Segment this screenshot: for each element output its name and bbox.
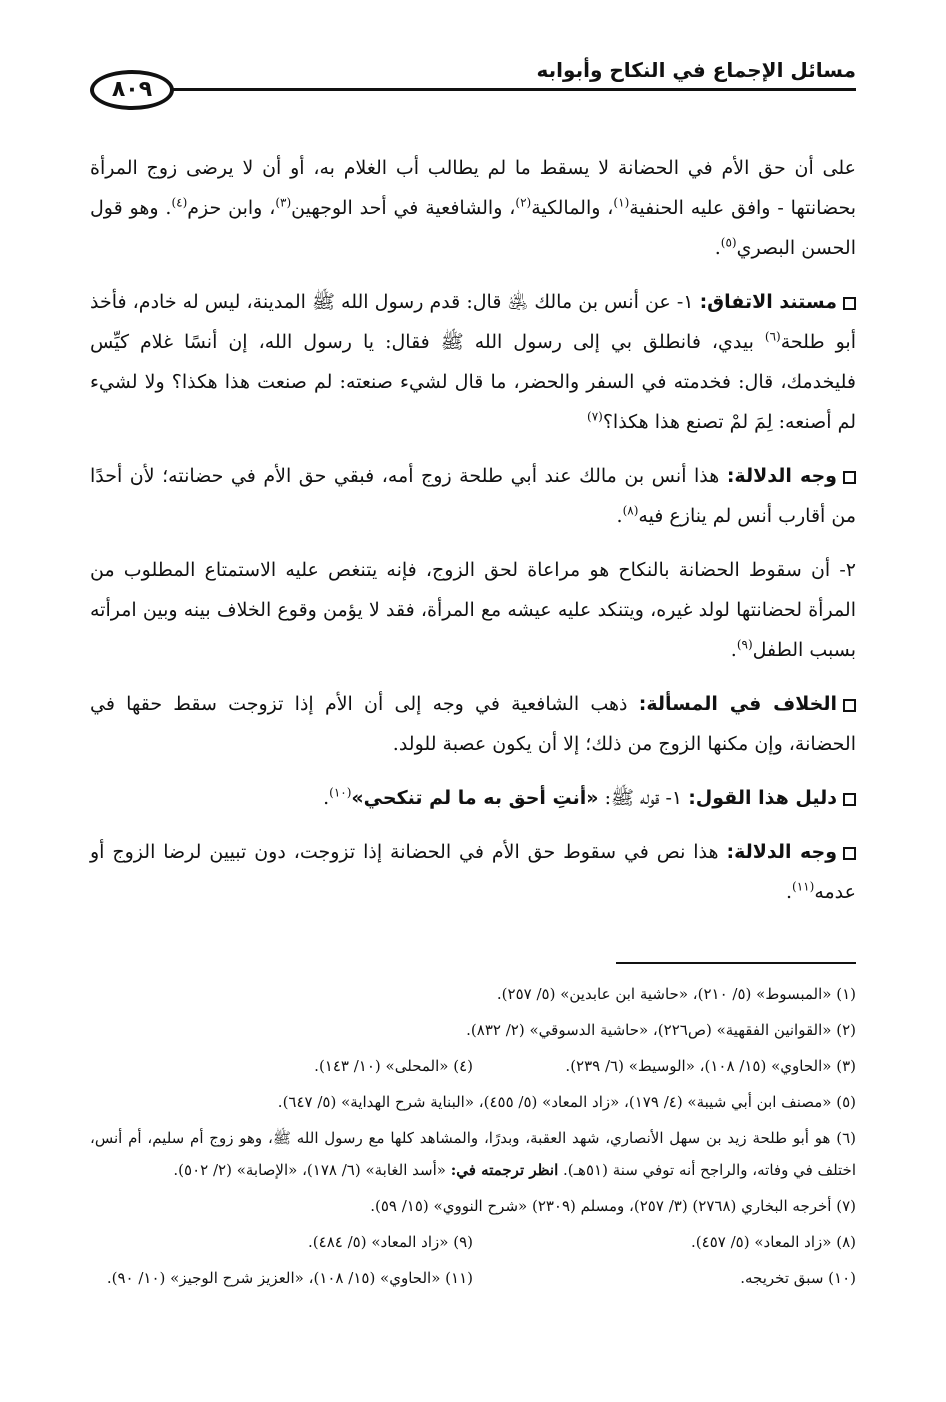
- footnote-ref[interactable]: (١٠): [329, 785, 352, 800]
- footnote-4: (٤) «المحلى» (١٠/ ١٤٣).: [314, 1057, 473, 1075]
- main-text: [90, 148, 856, 926]
- paragraph-5: الخلاف في المسألة: ذهب الشافعية في وجه إلى أن الأم إذا تزوجت سقط حقها في الحضانة، وإن مكنها الزوج من ذلك؛ إلا أن يكون عصبة للولد.: [90, 693, 856, 755]
- footnote-ref[interactable]: (٣): [275, 195, 292, 210]
- paragraph-7: وجه الدلالة: هذا نص في سقوط حق الأم في الحضانة إذا تزوجت، دون تبيين لرضا الزوج أو عدمه$^{(١١)}$.: [90, 841, 856, 903]
- footnote-ref[interactable]: (١١): [792, 879, 815, 894]
- footnote-9: (٩) «زاد المعاد» (٥/ ٤٨٤).: [308, 1233, 473, 1251]
- footnote-11: (١١) «الحاوي» (١٥/ ١٠٨)، «العزيز شرح الوجيز» (١٠/ ٩٠).: [106, 1269, 473, 1287]
- footnote-8: (٨) «زاد المعاد» (٥/ ٤٥٧).: [691, 1233, 856, 1251]
- footnote-ref[interactable]: (٨): [622, 503, 639, 518]
- square-bullet-icon: [843, 793, 856, 806]
- section-lead: وجه الدلالة:: [726, 841, 838, 863]
- footnote-5: (٥) «مصنف ابن أبي شيبة» (٤/ ١٧٩)، «زاد المعاد» (٥/ ٤٥٥)، «البناية شرح الهداية» (٥/ ٦٤٧).: [277, 1093, 856, 1111]
- square-bullet-icon: [843, 847, 856, 860]
- square-bullet-icon: [843, 699, 856, 712]
- footnote-3: (٣) «الحاوي» (١٥/ ١٠٨)، «الوسيط» (٦/ ٢٣٩).: [565, 1057, 856, 1075]
- square-bullet-icon: [843, 297, 856, 310]
- paragraph-3: وجه الدلالة: هذا أنس بن مالك عند أبي طلحة زوج أمه، فبقي حق الأم في حضانته؛ لأن أحدًا من أقارب أنس لم ينازع فيه$^{(٨)}$.: [90, 465, 856, 527]
- square-bullet-icon: [843, 471, 856, 484]
- footnote-row-10-11: [90, 1262, 856, 1294]
- header-rule: [170, 88, 856, 91]
- footnote-7: (٧) أخرجه البخاري (٢٧٦٨) (٣/ ٢٥٧)، ومسلم (٢٣٠٩) «شرح النووي» (١٥/ ٥٩).: [370, 1197, 856, 1215]
- hadith-quote: «أنتِ أحق به ما لم تنكحي»: [351, 787, 599, 809]
- footnote-ref[interactable]: (٥): [720, 235, 737, 250]
- footnote-ref[interactable]: (٦): [764, 329, 781, 344]
- footnote-ref[interactable]: (٩): [736, 637, 753, 652]
- section-lead: وجه الدلالة:: [726, 465, 837, 487]
- page-header: [90, 58, 856, 118]
- paragraph-4: ٢- أن سقوط الحضانة بالنكاح هو مراعاة لحق الزوج، فإنه يتنغص عليه الاستمتاع المطلوب من المرأة لحضانتها لولد غيره، ويتنكد عليه عيشه مع المرأة، فقد لا يؤمن وقوع الخلاف بينه وبين امرأته بسبب الطفل$^{(٩)}$.: [90, 559, 856, 661]
- footnote-row-8-9: [90, 1226, 856, 1258]
- section-lead: الخلاف في المسألة:: [638, 693, 838, 715]
- footnotes: [90, 978, 856, 1298]
- footnote-ref[interactable]: (٤): [171, 195, 188, 210]
- footnote-1: (١) «المبسوط» (٥/ ٢١٠)، «حاشية ابن عابدين» (٥/ ٢٥٧).: [496, 985, 856, 1003]
- running-title: مسائل الإجماع في النكاح وأبوابه: [536, 58, 856, 82]
- section-lead: مستند الاتفاق:: [699, 291, 837, 313]
- section-lead: دليل هذا القول:: [688, 787, 837, 809]
- footnote-divider: [616, 962, 856, 964]
- footnote-ref[interactable]: (٧): [587, 409, 603, 424]
- footnote-6: (٦) هو أبو طلحة زيد بن سهل الأنصاري، شهد العقبة، وبدرًا، والمشاهد كلها مع رسول الله ﷺ، وهو زوج أم سليم، أم أنس، اختلف في وفاته، والراجح أنه توفي سنة (٥١هـ). انظر ترجمته في: «أسد الغابة» (٦/ ١٧٨)، «الإصابة» (٢/ ٥٠٢).: [90, 1129, 856, 1179]
- footnote-10: (١٠) سبق تخريجه.: [740, 1269, 856, 1287]
- footnote-2: (٢) «القوانين الفقهية» (ص٢٢٦)، «حاشية الدسوقي» (٢/ ٨٣٢).: [466, 1021, 856, 1039]
- footnote-ref[interactable]: (١): [613, 195, 630, 210]
- paragraph-2: مستند الاتفاق: ١- عن أنس بن مالك ﵁ قال: قدم رسول الله ﷺ المدينة، ليس له خادم، فأخذ أبو طلحة$^{(٦)}$ بيدي، فانطلق بي إلى رسول الله ﷺ فقال: يا رسول الله، إن أنسًا غلام كيِّس فليخدمك، قال: فخدمته في السفر والحضر، ما قال لشيء صنعته: لم صنعت هذا هكذا؟ ولا لشيء لم أصنعه: لِمَ لمْ تصنع هذا هكذا؟$^{(٧)}$: [90, 291, 856, 433]
- footnote-row-3-4: [90, 1050, 856, 1082]
- footnote-ref[interactable]: (٢): [515, 195, 532, 210]
- page-number: ٨٠٩: [111, 77, 153, 102]
- paragraph-6: دليل هذا القول: ١- قوله ﷺ: «أنتِ أحق به ما لم تنكحي»$^{(١٠)}$.: [90, 778, 856, 818]
- paragraph-1: على أن حق الأم في الحضانة لا يسقط ما لم يطالب أب الغلام به، أو أن لا يرضى زوج المرأة بحضانتها - وافق عليه الحنفية$^{(١)}$، والمالكية$^{(٢)}$، والشافعية في أحد الوجهين$^{(٣)}$، وابن حزم$^{(٤)}$. وهو قول الحسن البصري$^{(٥)}$.: [90, 157, 856, 259]
